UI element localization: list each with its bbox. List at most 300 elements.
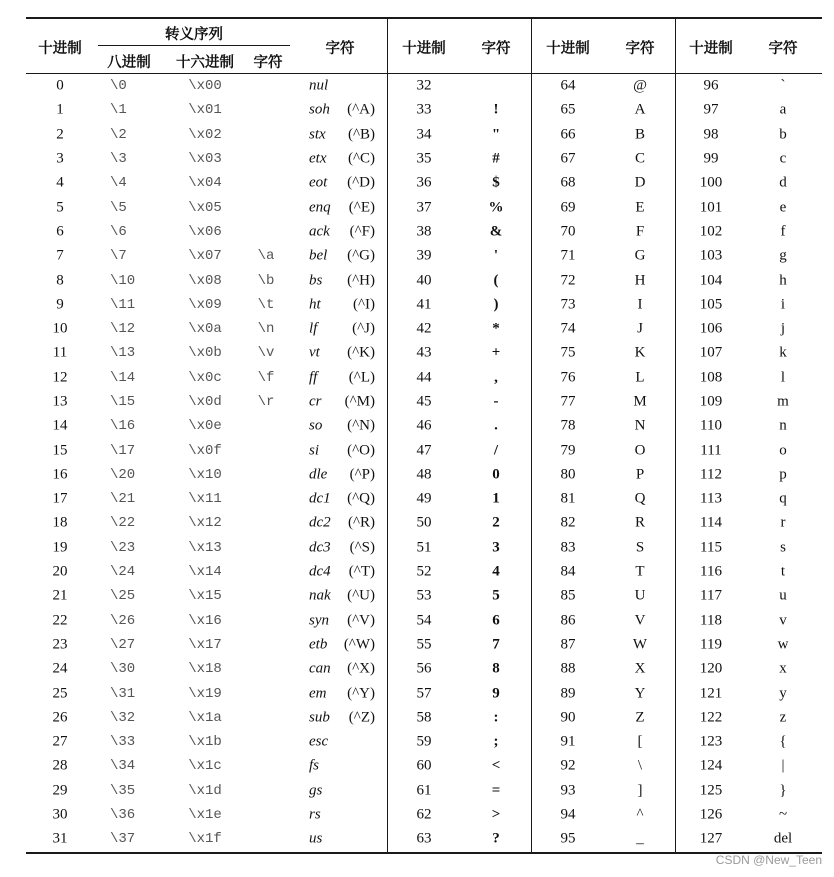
octal-escape-cell: \14 [110, 369, 136, 386]
decimal-cell: 74 [560, 320, 576, 337]
decimal-cell: 115 [700, 539, 722, 556]
hex-escape-cell: \x1c [188, 758, 222, 775]
control-name-cell: bel [309, 247, 328, 264]
decimal-cell: 89 [560, 685, 576, 702]
octal-escape-cell: \35 [110, 782, 136, 799]
decimal-cell: 27 [52, 733, 68, 750]
octal-escape-cell: \21 [110, 491, 136, 508]
control-name-cell: so [309, 417, 323, 434]
decimal-cell: 109 [699, 393, 723, 410]
decimal-cell: 113 [700, 490, 722, 507]
hex-escape-cell: \x1b [188, 734, 222, 751]
control-key-cell: (^L) [348, 369, 375, 386]
decimal-cell: 60 [416, 757, 432, 774]
char-cell: 8 [492, 660, 500, 677]
decimal-cell: 112 [700, 466, 722, 483]
char-cell: K [634, 344, 646, 361]
decimal-cell: 111 [700, 442, 722, 459]
table-row [0, 803, 834, 827]
decimal-cell: 34 [416, 126, 432, 143]
char-cell: ' [493, 247, 499, 264]
decimal-cell: 20 [52, 563, 68, 580]
char-cell: O [634, 442, 646, 459]
char-cell: r [780, 514, 786, 531]
decimal-cell: 4 [56, 174, 64, 191]
char-cell: M [633, 393, 647, 410]
table-row [0, 730, 834, 754]
control-key-cell: (^N) [347, 417, 375, 434]
decimal-cell: 105 [699, 296, 723, 313]
char-cell: ] [637, 782, 643, 799]
table-row [0, 657, 834, 681]
octal-escape-cell: \2 [110, 126, 127, 143]
control-name-cell: etb [309, 636, 328, 653]
char-cell: b [779, 126, 787, 143]
decimal-cell: 19 [52, 539, 68, 556]
header-escape-char: 字符 [253, 55, 283, 71]
decimal-cell: 70 [560, 223, 576, 240]
hex-escape-cell: \x1e [188, 807, 222, 824]
char-cell: S [635, 539, 645, 556]
decimal-cell: 56 [416, 660, 432, 677]
char-cell: 1 [492, 490, 500, 507]
table-row [0, 584, 834, 608]
char-cell: ` [780, 77, 786, 94]
decimal-cell: 43 [416, 344, 432, 361]
char-cell: 7 [492, 636, 500, 653]
char-cell: G [634, 247, 646, 264]
char-cell: B [634, 126, 645, 143]
octal-escape-cell: \37 [110, 831, 136, 848]
decimal-cell: 33 [416, 101, 432, 118]
hex-escape-cell: \x12 [188, 515, 222, 532]
hex-escape-cell: \x0d [188, 394, 222, 410]
char-cell: F [635, 223, 645, 240]
char-cell: + [491, 344, 501, 361]
watermark-text: CSDN @New_Teen [715, 853, 822, 867]
char-cell: 6 [492, 612, 500, 629]
table-row [0, 414, 834, 438]
hex-escape-cell: \x1f [188, 831, 222, 848]
hex-escape-cell: \x08 [188, 272, 222, 289]
control-name-cell: lf [309, 320, 318, 337]
table-row [0, 609, 834, 633]
control-name-cell: soh [309, 101, 330, 118]
header-decimal-0: 十进制 [38, 41, 82, 57]
table-row [0, 706, 834, 730]
decimal-cell: 26 [52, 709, 68, 726]
decimal-cell: 25 [52, 685, 68, 702]
char-cell: c [779, 150, 787, 167]
decimal-cell: 46 [416, 417, 432, 434]
decimal-cell: 84 [560, 563, 576, 580]
control-name-cell: dle [309, 466, 328, 483]
table-row [0, 293, 834, 317]
control-key-cell: (^U) [347, 587, 375, 604]
char-cell: , [494, 369, 498, 386]
char-cell: k [779, 344, 787, 361]
char-cell: ) [493, 296, 499, 313]
table-row [0, 268, 834, 292]
char-cell: C [634, 150, 645, 167]
table-row [0, 487, 834, 511]
char-cell: x [779, 660, 787, 677]
decimal-cell: 36 [416, 174, 432, 191]
char-cell: D [634, 174, 646, 191]
table-row [0, 244, 834, 268]
octal-escape-cell: \23 [110, 539, 136, 556]
decimal-cell: 79 [560, 442, 576, 459]
char-cell: ( [493, 272, 499, 289]
control-name-cell: dc1 [309, 490, 331, 507]
table-row [0, 195, 834, 219]
char-cell: s [780, 539, 786, 556]
char-cell: " [491, 126, 501, 143]
table-row [0, 390, 834, 414]
decimal-cell: 95 [560, 830, 576, 847]
char-escape-cell: \v [257, 345, 275, 362]
decimal-cell: 53 [416, 587, 432, 604]
decimal-cell: 119 [700, 636, 722, 653]
table-row [0, 560, 834, 584]
decimal-cell: 47 [416, 442, 432, 459]
decimal-cell: 125 [699, 782, 723, 799]
char-cell: 4 [492, 563, 500, 580]
hex-escape-cell: \x00 [188, 78, 222, 95]
control-key-cell: (^O) [347, 442, 375, 459]
decimal-cell: 86 [560, 612, 576, 629]
hex-escape-cell: \x0a [188, 321, 222, 338]
decimal-cell: 50 [416, 514, 432, 531]
decimal-cell: 10 [52, 320, 68, 337]
hex-escape-cell: \x1d [188, 782, 222, 799]
char-cell: = [491, 782, 501, 799]
decimal-cell: 13 [52, 393, 68, 410]
decimal-cell: 51 [416, 539, 432, 556]
table-row [0, 98, 834, 122]
table-row [0, 463, 834, 487]
char-cell: g [779, 247, 787, 264]
decimal-cell: 1 [56, 101, 64, 118]
decimal-cell: 0 [56, 77, 64, 94]
char-cell: $ [492, 174, 500, 191]
decimal-cell: 48 [416, 466, 432, 483]
decimal-cell: 117 [700, 587, 722, 604]
decimal-cell: 62 [416, 806, 432, 823]
decimal-cell: 121 [699, 685, 723, 702]
char-cell: ! [493, 101, 499, 118]
decimal-cell: 66 [560, 126, 576, 143]
octal-escape-cell: \24 [110, 564, 136, 581]
char-cell: ^ [636, 806, 644, 823]
decimal-cell: 102 [699, 223, 723, 240]
decimal-cell: 118 [700, 612, 722, 629]
char-escape-cell: \b [257, 272, 275, 289]
control-name-cell: ht [309, 296, 321, 313]
control-key-cell: (^R) [347, 514, 375, 531]
char-cell: 9 [492, 685, 500, 702]
control-key-cell: (^A) [347, 101, 375, 118]
control-name-cell: stx [309, 126, 326, 143]
table-row [0, 511, 834, 535]
octal-escape-cell: \20 [110, 466, 136, 483]
char-cell: 5 [492, 587, 500, 604]
char-cell: w [777, 636, 789, 653]
control-name-cell: us [309, 830, 323, 847]
hex-escape-cell: \x06 [188, 223, 222, 240]
char-cell: - [493, 393, 499, 410]
char-cell: 0 [492, 466, 500, 483]
octal-escape-cell: \30 [110, 661, 136, 678]
decimal-cell: 14 [52, 417, 68, 434]
char-cell: % [488, 199, 504, 216]
control-name-cell: sub [309, 709, 330, 726]
decimal-cell: 63 [416, 830, 432, 847]
char-cell: Z [635, 709, 645, 726]
char-cell: & [489, 223, 503, 240]
decimal-cell: 28 [52, 757, 68, 774]
header-decimal-2: 十进制 [546, 41, 590, 57]
char-cell: a [779, 101, 787, 118]
table-row [0, 147, 834, 171]
char-escape-cell: \r [257, 394, 275, 410]
decimal-cell: 55 [416, 636, 432, 653]
char-cell: A [634, 101, 646, 118]
control-key-cell: (^Q) [347, 490, 375, 507]
control-key-cell: (^Z) [348, 709, 375, 726]
decimal-cell: 64 [560, 77, 576, 94]
header-char-1: 字符 [481, 41, 511, 57]
decimal-cell: 67 [560, 150, 576, 167]
control-name-cell: nul [309, 77, 329, 94]
octal-escape-cell: \11 [110, 296, 136, 313]
char-cell: < [491, 757, 501, 774]
hex-escape-cell: \x0c [188, 369, 222, 386]
control-key-cell: (^T) [348, 563, 375, 580]
char-cell: J [637, 320, 643, 337]
decimal-cell: 35 [416, 150, 432, 167]
octal-escape-cell: \27 [110, 636, 136, 653]
char-cell: ? [492, 830, 500, 847]
char-cell: # [492, 150, 500, 167]
char-cell: h [779, 272, 787, 289]
decimal-cell: 9 [56, 296, 64, 313]
char-cell: I [637, 296, 643, 313]
table-row [0, 123, 834, 147]
decimal-cell: 44 [416, 369, 432, 386]
decimal-cell: 11 [52, 344, 68, 361]
octal-escape-cell: \16 [110, 418, 136, 435]
decimal-cell: 98 [703, 126, 719, 143]
char-cell: 2 [492, 514, 500, 531]
char-cell: 3 [492, 539, 500, 556]
table-row [0, 341, 834, 365]
decimal-cell: 8 [56, 272, 64, 289]
char-cell: y [779, 685, 787, 702]
control-key-cell: (^Y) [347, 685, 375, 702]
control-key-cell: (^X) [347, 660, 375, 677]
decimal-cell: 124 [699, 757, 723, 774]
table-row [0, 74, 834, 98]
char-cell: Q [634, 490, 646, 507]
decimal-cell: 38 [416, 223, 432, 240]
octal-escape-cell: \17 [110, 442, 136, 459]
decimal-cell: 58 [416, 709, 432, 726]
decimal-cell: 93 [560, 782, 576, 799]
char-cell: E [635, 199, 645, 216]
decimal-cell: 39 [416, 247, 432, 264]
decimal-cell: 22 [52, 612, 68, 629]
table-row [0, 827, 834, 851]
control-key-cell: (^K) [347, 344, 375, 361]
decimal-cell: 88 [560, 660, 576, 677]
char-cell: z [779, 709, 787, 726]
table-row [0, 754, 834, 778]
control-key-cell: (^S) [349, 539, 375, 556]
decimal-cell: 126 [699, 806, 723, 823]
control-name-cell: esc [309, 733, 329, 750]
char-cell: . [494, 417, 498, 434]
decimal-cell: 18 [52, 514, 68, 531]
decimal-cell: 49 [416, 490, 432, 507]
decimal-cell: 17 [52, 490, 68, 507]
char-cell: { [779, 733, 787, 750]
table-row [0, 536, 834, 560]
hex-escape-cell: \x18 [188, 661, 222, 678]
control-key-cell: (^G) [347, 247, 375, 264]
hex-escape-cell: \x11 [188, 491, 222, 508]
char-cell: U [634, 587, 646, 604]
decimal-cell: 87 [560, 636, 576, 653]
char-cell: v [779, 612, 787, 629]
char-cell: } [779, 782, 787, 799]
control-name-cell: dc4 [309, 563, 331, 580]
control-name-cell: ff [309, 369, 318, 386]
hex-escape-cell: \x02 [188, 126, 222, 143]
decimal-cell: 54 [416, 612, 432, 629]
control-name-cell: enq [309, 199, 331, 216]
hex-escape-cell: \x0e [188, 418, 222, 435]
char-cell: > [491, 806, 501, 823]
decimal-cell: 76 [560, 369, 576, 386]
char-cell: : [493, 709, 499, 726]
char-cell: p [779, 466, 787, 483]
decimal-cell: 107 [699, 344, 723, 361]
control-name-cell: syn [309, 612, 329, 629]
header-escape-group: 转义序列 [165, 27, 223, 43]
char-escape-cell: \n [257, 321, 275, 338]
decimal-cell: 91 [560, 733, 576, 750]
decimal-cell: 37 [416, 199, 432, 216]
control-name-cell: em [309, 685, 327, 702]
decimal-cell: 40 [416, 272, 432, 289]
octal-escape-cell: \31 [110, 685, 136, 702]
octal-escape-cell: \7 [110, 248, 127, 265]
decimal-cell: 3 [56, 150, 64, 167]
octal-escape-cell: \6 [110, 223, 127, 240]
decimal-cell: 12 [52, 369, 68, 386]
decimal-cell: 75 [560, 344, 576, 361]
char-cell: q [779, 490, 787, 507]
octal-escape-cell: \32 [110, 709, 136, 726]
control-key-cell: (^M) [344, 393, 375, 410]
control-name-cell: bs [309, 272, 323, 289]
header-group-rule [98, 45, 290, 46]
decimal-cell: 59 [416, 733, 432, 750]
decimal-cell: 23 [52, 636, 68, 653]
control-name-cell: gs [309, 782, 323, 799]
octal-escape-cell: \26 [110, 612, 136, 629]
decimal-cell: 7 [56, 247, 64, 264]
char-cell: i [780, 296, 786, 313]
table-row [0, 171, 834, 195]
octal-escape-cell: \25 [110, 588, 136, 605]
char-cell: ; [493, 733, 499, 750]
control-key-cell: (^F) [349, 223, 375, 240]
decimal-cell: 82 [560, 514, 576, 531]
decimal-cell: 94 [560, 806, 576, 823]
decimal-cell: 24 [52, 660, 68, 677]
decimal-cell: 2 [56, 126, 64, 143]
control-name-cell: dc3 [309, 539, 331, 556]
control-name-cell: fs [309, 757, 320, 774]
hex-escape-cell: \x04 [188, 175, 222, 192]
hex-escape-cell: \x05 [188, 199, 222, 216]
octal-escape-cell: \22 [110, 515, 136, 532]
decimal-cell: 78 [560, 417, 576, 434]
control-name-cell: cr [309, 393, 322, 410]
control-name-cell: eot [309, 174, 328, 191]
char-cell: m [777, 393, 789, 410]
decimal-cell: 120 [699, 660, 723, 677]
octal-escape-cell: \36 [110, 807, 136, 824]
hex-escape-cell: \x19 [188, 685, 222, 702]
decimal-cell: 80 [560, 466, 576, 483]
decimal-cell: 32 [416, 77, 432, 94]
header-decimal-1: 十进制 [402, 41, 446, 57]
header-char-0: 字符 [325, 41, 355, 57]
char-cell: / [493, 442, 499, 459]
table-row [0, 779, 834, 803]
header-char-3: 字符 [768, 41, 798, 57]
header-char-2: 字符 [625, 41, 655, 57]
decimal-cell: 69 [560, 199, 576, 216]
hex-escape-cell: \x03 [188, 151, 222, 168]
control-name-cell: can [309, 660, 331, 677]
control-key-cell: (^W) [343, 636, 375, 653]
decimal-cell: 108 [699, 369, 723, 386]
decimal-cell: 77 [560, 393, 576, 410]
char-cell: e [779, 199, 787, 216]
hex-escape-cell: \x01 [188, 102, 222, 119]
hex-escape-cell: \x17 [188, 636, 222, 653]
control-key-cell: (^C) [347, 150, 375, 167]
char-cell: del [773, 830, 793, 847]
control-key-cell: (^H) [347, 272, 375, 289]
char-cell: \ [637, 757, 643, 774]
decimal-cell: 85 [560, 587, 576, 604]
decimal-cell: 42 [416, 320, 432, 337]
table-row [0, 633, 834, 657]
control-key-cell: (^J) [352, 320, 375, 337]
char-cell: j [780, 320, 786, 337]
hex-escape-cell: \x14 [188, 564, 222, 581]
decimal-cell: 30 [52, 806, 68, 823]
char-cell: H [634, 272, 646, 289]
decimal-cell: 106 [699, 320, 723, 337]
header-hex: 十六进制 [176, 55, 234, 71]
decimal-cell: 6 [56, 223, 64, 240]
